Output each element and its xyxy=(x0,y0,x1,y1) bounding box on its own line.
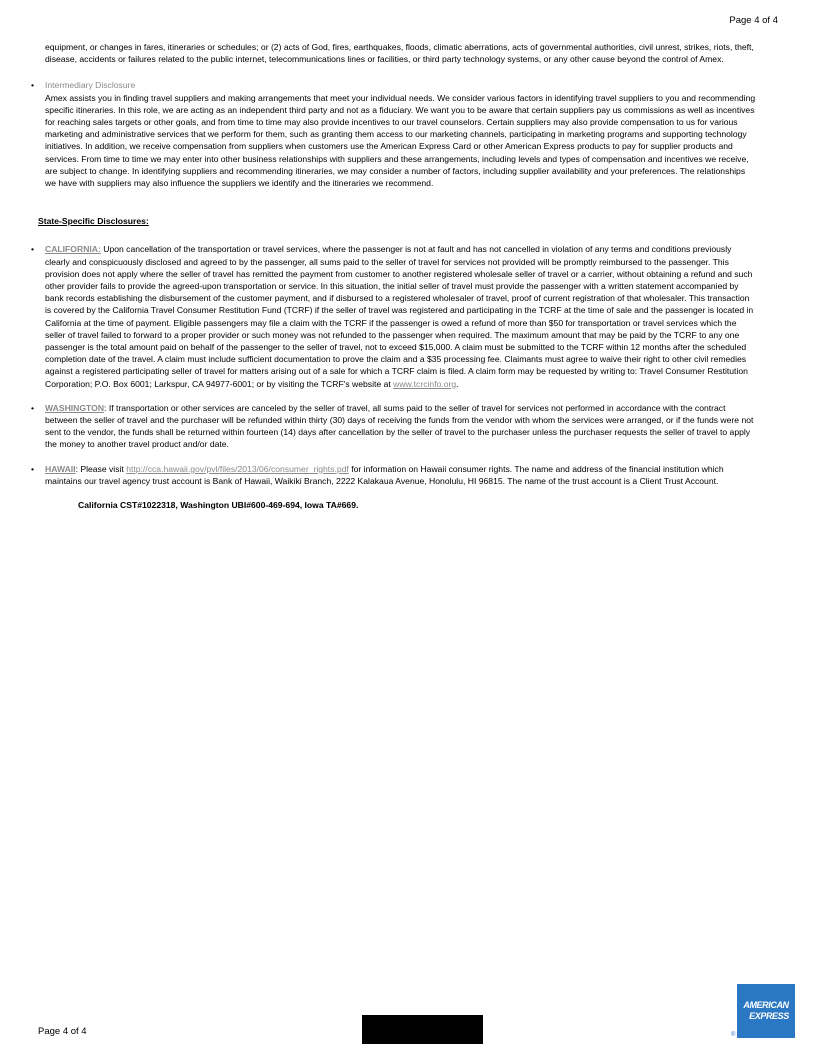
document-body xyxy=(30,41,756,511)
bullet-icon: • xyxy=(31,402,35,413)
intermediary-disclosure xyxy=(30,79,756,189)
bullet-icon: • xyxy=(31,463,35,474)
page-number-bottom: Page 4 of 4 xyxy=(38,1026,87,1037)
hawaii-disclosure xyxy=(30,463,756,487)
washington-disclosure xyxy=(30,402,756,451)
logo-line-2: EXPRESS xyxy=(749,1011,789,1021)
washington-paragraph xyxy=(45,402,756,451)
hawaii-consumer-rights-link[interactable]: http://cca.hawaii.gov/pvl/files/2013/06/consumer_rights.pdf xyxy=(126,463,349,474)
hawaii-pre: : Please visit xyxy=(75,463,127,474)
california-link[interactable]: CALIFORNIA: xyxy=(45,244,101,255)
american-express-logo xyxy=(737,984,795,1038)
redaction-bar xyxy=(362,1015,483,1044)
california-disclosure xyxy=(30,243,756,389)
state-disclosures-heading: State-Specific Disclosures: xyxy=(38,216,149,227)
washington-link[interactable]: WASHINGTON xyxy=(45,402,105,413)
intermediary-title: Intermediary Disclosure xyxy=(45,80,136,91)
registered-mark: ® xyxy=(731,1032,736,1038)
bullet-icon: • xyxy=(31,80,35,91)
hawaii-text: for information on Hawaii consumer rights. The name and address of the financial institution which maintains our travel agency trust account is Bank of Hawaii, Waikiki Branch, 2222 Kalakaua Avenue, Honolulu, HI 96815. The name of the trust account is a Client Trust Account. xyxy=(45,463,724,486)
hawaii-paragraph xyxy=(45,463,756,487)
logo-line-1: AMERICAN xyxy=(743,1000,789,1010)
california-text: Upon cancellation of the transportation or travel services, where the passenger is not at fault and has not cancelled in violation of any terms and conditions previously clearly and conspicuously disclosed and agreed to by the passenger, all sums paid to the seller of travel for services not provided will be promptly reimbursed to the passenger. This provision does not apply where the seller of travel has remitted the payment from customer to another registered wholesale seller of travel or a carrier, without obtaining a refund and such other provider fails to provide the agreed-upon transportation or service. In this situation, the initial seller of travel must provide the passenger with a written statement accompanied by bank records establishing the disbursement of the customer payment, and if disbursed to a registered wholesaler of travel, proof of current registration of that wholesaler. This transaction is covered by the California Travel Consumer Restitution Fund (TCRF) if the seller of travel was registered and participating in the TCRF at the time of sale and the passenger is located in California at the time of payment. Eligible passengers may file a claim with the TCRF if the passenger is owed a refund of more than $50 for transportation or travel services which the seller of travel failed to forward to a proper provider or such money was not refunded to the passenger when required. The maximum amount that may be paid by the TCRF to any one passenger is the total amount paid on behalf of the passenger to the seller of travel, not to exceed $15,000. A claim must be submitted to the TCRF within 12 months after the scheduled completion date of the travel. A claim must include sufficient documentation to prove the claim and a $35 processing fee. Claimants must agree to waive their right to other civil remedies against a registered participating seller of travel for matters arising out of a sale for which a TCRF claim is filed. A claim form may be requested by writing to: Travel Consumer Restitution Corporation; P.O. Box 6001; Larkspur, CA 94977-6001; or by visiting the TCRF's website at xyxy=(45,244,754,389)
washington-text: : If transportation or other services are canceled by the seller of travel, all sums paid to the seller of travel for services not performed in accordance with the contract between the seller of travel and the purchaser will be refunded within thirty (30) days of receiving the funds from the vendor with whom the services were arranged, or if the funds were not sent to the vendor, the funds shall be returned within fourteen (14) days after cancellation by the seller of travel to the purchaser unless the purchaser requests the seller of travel to apply the money to another travel product and/or date. xyxy=(45,402,754,450)
intermediary-text: Amex assists you in finding travel suppliers and making arrangements that meet your individual needs. We consider various factors in identifying travel suppliers to you and recommending specific itineraries. In this role, we are acting as an independent third party and not as a fiduciary. We want you to be aware that certain suppliers pay us commissions as well as incentives for reaching sales targets or other goals, and from time to time may also provide incentives to our travel counselors. Certain suppliers may also provide compensation to us for various marketing and administrative services that we perform for them, such as granting them access to our marketing channels, participating in marketing programs and supporting technology initiatives. In addition, we receive compensation from suppliers when customers use the American Express Card or other American Express products to pay for supplier products and services. From time to time we may enter into other business relationships with suppliers and these arrangements, including levels and types of compensation and incentives we receive, are subject to change. In identifying suppliers and recommending itineraries, we may consider a number of factors, including supplier availability and your preferences. The relationships we have with suppliers may also influence the suppliers we identify and the itineraries we recommend. xyxy=(45,92,756,189)
california-end: . xyxy=(456,378,459,389)
page-number-top: Page 4 of 4 xyxy=(729,15,778,26)
bullet-icon: • xyxy=(31,244,35,255)
california-paragraph xyxy=(45,243,756,389)
continuation-paragraph: equipment, or changes in fares, itineraries or schedules; or (2) acts of God, fires, earthquakes, floods, climatic aberrations, acts of governmental authorities, civil unrest, strikes, riots, theft, disease, accidents or failures related to the public internet, telecommunications lines or facilities, or third party technology systems, or any other cause beyond the control of Amex. xyxy=(45,42,754,65)
tcrf-website-link[interactable]: www.tcrcinfo.org xyxy=(393,378,457,389)
registration-numbers: California CST#1022318, Washington UBI#600-469-694, Iowa TA#669. xyxy=(78,500,359,511)
hawaii-link[interactable]: HAWAII xyxy=(45,463,76,474)
